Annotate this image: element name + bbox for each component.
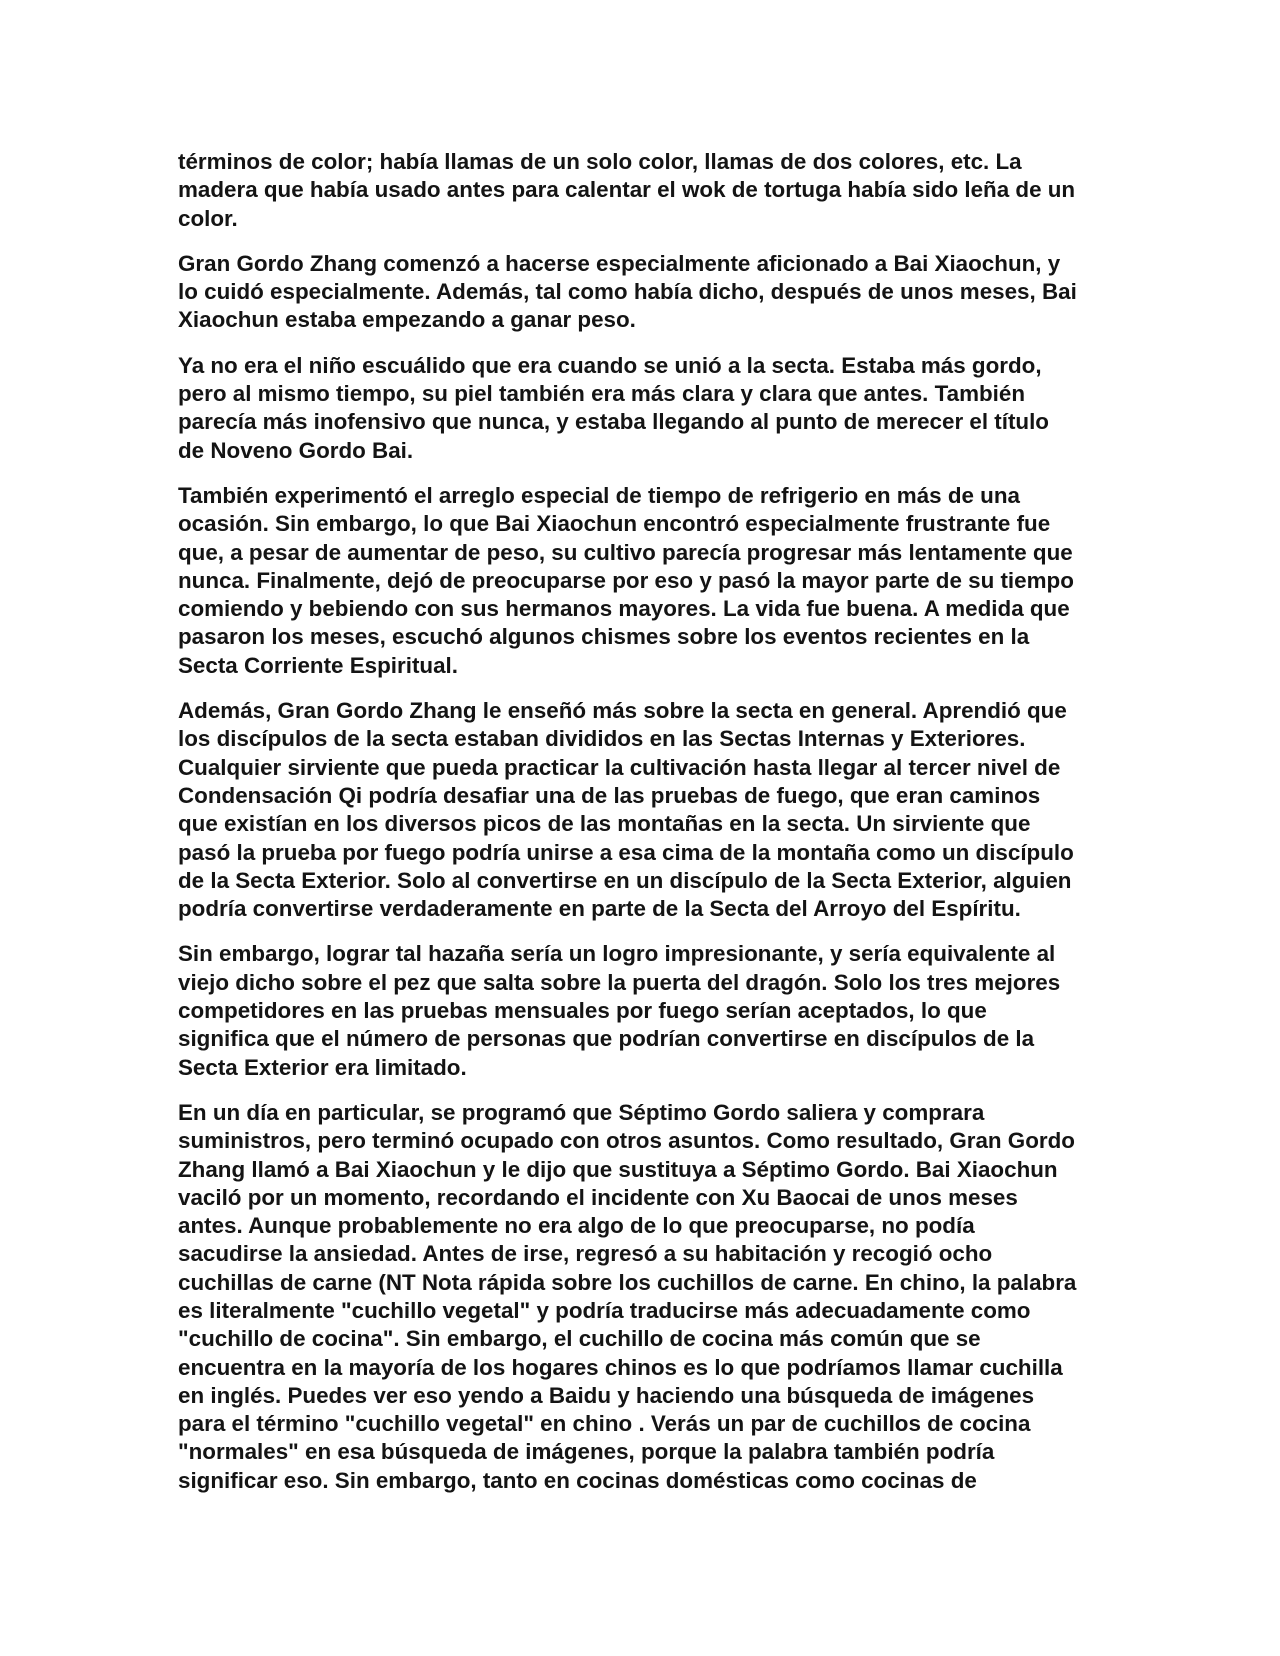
text-line: madera que había usado antes para calentar el wok de tortuga había sido leña de un: [178, 177, 1076, 203]
text-line: sacudirse la ansiedad. Antes de irse, regresó a su habitación y recogió ocho: [178, 1241, 993, 1267]
text-line: significar eso. Sin embargo, tanto en cocinas domésticas como cocinas de: [178, 1467, 977, 1493]
paragraph: [178, 1099, 1113, 1495]
text-line: Xiaochun estaba empezando a ganar peso.: [178, 307, 636, 333]
text-line: pero al mismo tiempo, su piel también era más clara y clara que antes. También: [178, 381, 1026, 407]
text-line: que, a pesar de aumentar de peso, su cultivo parecía progresar más lentamente que: [178, 539, 1073, 565]
text-line: significa que el número de personas que podrían convertirse en discípulos de la: [178, 1026, 1035, 1052]
text-line: de Noveno Gordo Bai.: [178, 437, 414, 463]
text-line: ocasión. Sin embargo, lo que Bai Xiaochun encontró especialmente frustrante fue: [178, 511, 1051, 537]
paragraph: [178, 250, 1113, 335]
text-line: Ya no era el niño escuálido que era cuando se unió a la secta. Estaba más gordo,: [178, 352, 1042, 378]
text-line: Condensación Qi podría desafiar una de las pruebas de fuego, que eran caminos: [178, 782, 1041, 808]
text-line: competidores en las pruebas mensuales por fuego serían aceptados, lo que: [178, 998, 987, 1024]
text-line: para el término "cuchillo vegetal" en chino . Verás un par de cuchillos de cocina: [178, 1411, 1031, 1437]
text-line: nunca. Finalmente, dejó de preocuparse por eso y pasó la mayor parte de su tiempo: [178, 567, 1074, 593]
text-line: "cuchillo de cocina". Sin embargo, el cuchillo de cocina más común que se: [178, 1326, 981, 1352]
text-line: color.: [178, 205, 238, 231]
text-line: suministros, pero terminó ocupado con otros asuntos. Como resultado, Gran Gordo: [178, 1128, 1075, 1154]
text-line: los discípulos de la secta estaban divididos en las Sectas Internas y Exteriores.: [178, 726, 1026, 752]
text-line: También experimentó el arreglo especial de tiempo de refrigerio en más de una: [178, 482, 1020, 508]
text-line: podría convertirse verdaderamente en parte de la Secta del Arroyo del Espíritu.: [178, 896, 1021, 922]
text-line: "normales" en esa búsqueda de imágenes, porque la palabra también podría: [178, 1439, 995, 1465]
text-line: antes. Aunque probablemente no era algo de lo que preocuparse, no podía: [178, 1213, 975, 1239]
text-line: en inglés. Puedes ver eso yendo a Baidu y haciendo una búsqueda de imágenes: [178, 1382, 1035, 1408]
text-line: de la Secta Exterior. Solo al convertirse en un discípulo de la Secta Exterior, alguien: [178, 867, 1072, 893]
text-line: vaciló por un momento, recordando el incidente con Xu Baocai de unos meses: [178, 1184, 1018, 1210]
text-line: Secta Exterior era limitado.: [178, 1054, 467, 1080]
text-line: Secta Corriente Espiritual.: [178, 652, 458, 678]
text-line: pasaron los meses, escuchó algunos chismes sobre los eventos recientes en la: [178, 624, 1030, 650]
paragraph: [178, 352, 1113, 465]
text-line: Además, Gran Gordo Zhang le enseñó más sobre la secta en general. Aprendió que: [178, 698, 1067, 724]
text-line: encuentra en la mayoría de los hogares chinos es lo que podríamos llamar cuchilla: [178, 1354, 1063, 1380]
text-line: parecía más inofensivo que nunca, y estaba llegando al punto de merecer el título: [178, 409, 1049, 435]
paragraph: [178, 482, 1113, 680]
text-line: Zhang llamó a Bai Xiaochun y le dijo que sustituya a Séptimo Gordo. Bai Xiaochun: [178, 1156, 1058, 1182]
paragraph: [178, 148, 1113, 233]
text-line: cuchillas de carne (NT Nota rápida sobre los cuchillos de carne. En chino, la palabra: [178, 1269, 1077, 1295]
document-page: [178, 148, 1113, 1512]
text-line: En un día en particular, se programó que Séptimo Gordo saliera y comprara: [178, 1099, 985, 1125]
text-line: Sin embargo, lograr tal hazaña sería un logro impresionante, y sería equivalente al: [178, 941, 1056, 967]
text-line: viejo dicho sobre el pez que salta sobre la puerta del dragón. Solo los tres mejores: [178, 969, 1061, 995]
text-line: lo cuidó especialmente. Además, tal como había dicho, después de unos meses, Bai: [178, 279, 1077, 305]
text-line: términos de color; había llamas de un solo color, llamas de dos colores, etc. La: [178, 149, 1022, 174]
text-line: que existían en los diversos picos de las montañas en la secta. Un sirviente que: [178, 811, 1031, 837]
text-line: es literalmente "cuchillo vegetal" y podría traducirse más adecuadamente como: [178, 1297, 1031, 1323]
text-line: Gran Gordo Zhang comenzó a hacerse especialmente aficionado a Bai Xiaochun, y: [178, 250, 1061, 276]
text-line: Cualquier sirviente que pueda practicar la cultivación hasta llegar al tercer nivel de: [178, 754, 1061, 780]
paragraph: [178, 697, 1113, 923]
text-line: pasó la prueba por fuego podría unirse a esa cima de la montaña como un discípulo: [178, 839, 1074, 865]
paragraph: [178, 940, 1113, 1081]
text-line: comiendo y bebiendo con sus hermanos mayores. La vida fue buena. A medida que: [178, 596, 1070, 622]
